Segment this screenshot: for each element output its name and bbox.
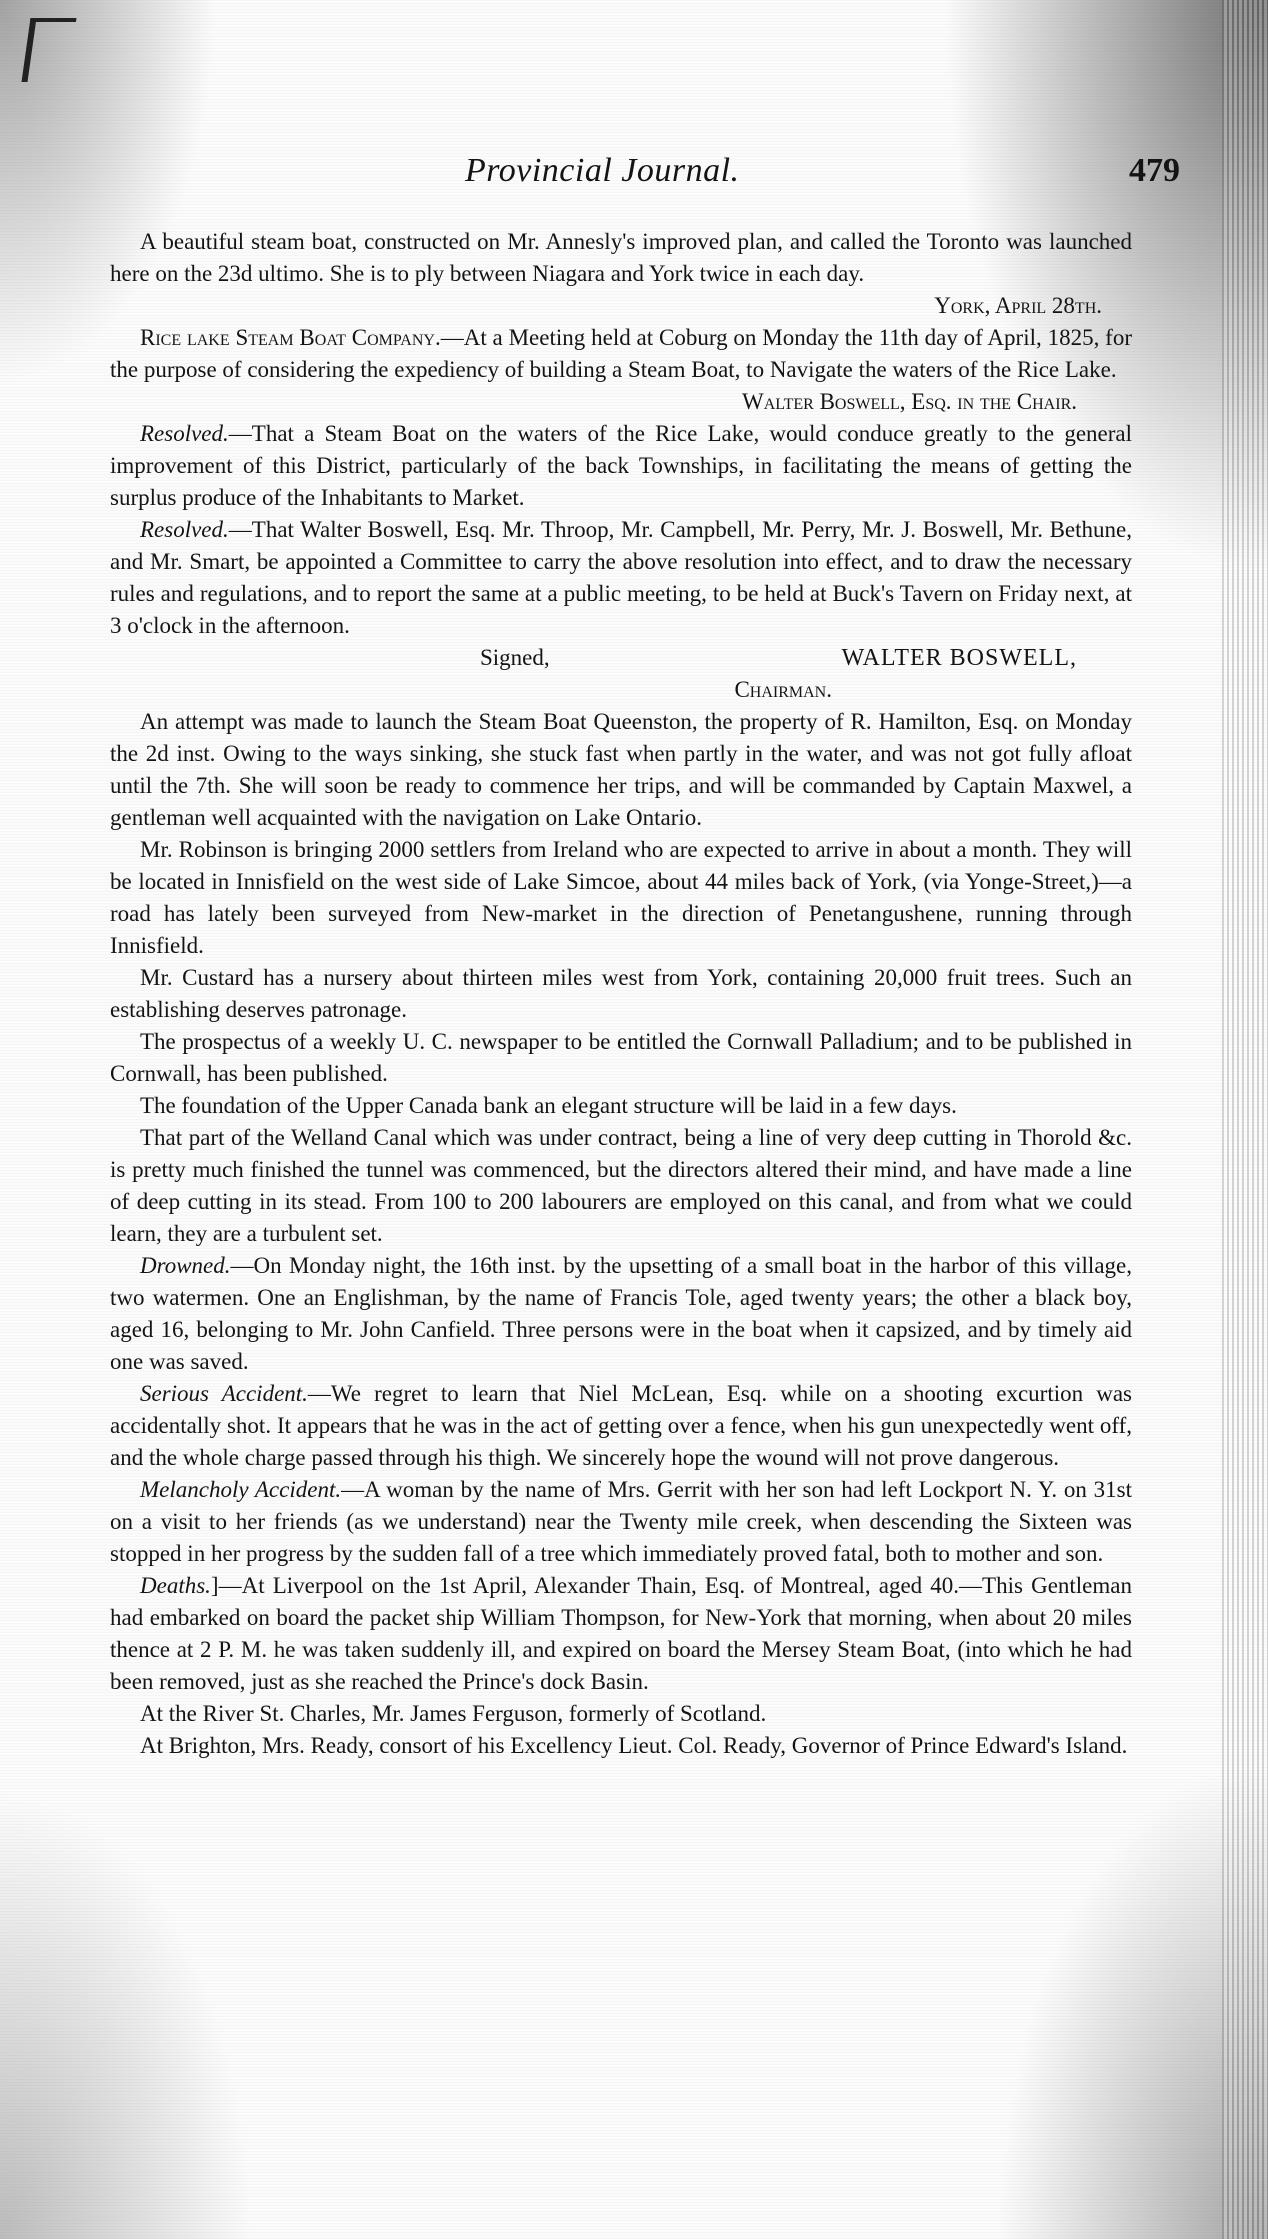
melancholy-text: —A woman by the name of Mrs. Gerrit with her son had left Lockport N. Y. on 31st on a visit to her friends (as we understand) near the Twenty mile creek, when descending the Sixteen was stopped in her progress by the sudden fall of a tree which immediately proved fatal, both to mother and son. bbox=[110, 1477, 1132, 1566]
resolution-2 bbox=[110, 514, 1132, 642]
resolution-1 bbox=[110, 418, 1132, 514]
article-melancholy-accident bbox=[110, 1474, 1132, 1570]
melancholy-label: Melancholy Accident. bbox=[140, 1477, 342, 1502]
article-deaths bbox=[110, 1570, 1132, 1698]
article-rice-lake bbox=[110, 322, 1132, 386]
rice-lake-text: —At a Meeting held at Coburg on Monday the 11th day of April, 1825, for the purpose of considering the expediency of building a Steam Boat, to Navigate the waters of the Rice Lake. bbox=[110, 325, 1132, 382]
resolved-2-text: —That Walter Boswell, Esq. Mr. Throop, Mr. Campbell, Mr. Perry, Mr. J. Boswell, Mr. Bethune, and Mr. Smart, be appointed a Committee to carry the above resolution into effect, and to draw the necessary rules and regulations, and to report the same at a public meeting, to be held at Buck's Tavern on Friday next, at 3 o'clock in the afternoon. bbox=[110, 517, 1132, 638]
chairman-title: Chairman. bbox=[734, 677, 832, 702]
resolved-1-text: —That a Steam Boat on the waters of the Rice Lake, would conduce greatly to the general improvement of this District, particularly of the back Townships, in facilitating the means of getting the surplus produce of the Inhabitants to Market. bbox=[110, 421, 1132, 510]
drowned-label: Drowned. bbox=[140, 1253, 231, 1278]
article-steamboat-toronto: A beautiful steam boat, constructed on Mr. Annesly's improved plan, and called the Toronto was launched here on the 23d ultimo. She is to ply between Niagara and York twice in each day. bbox=[110, 229, 1132, 286]
resolved-2-label: Resolved. bbox=[140, 517, 229, 542]
signature-row bbox=[110, 642, 1132, 674]
page-edge-shadow bbox=[1222, 0, 1268, 2239]
article-welland: That part of the Welland Canal which was under contract, being a line of very deep cutting in Thorold &c. is pretty much finished the tunnel was commenced, but the directors altered their mind, and have made a line of deep cutting in its stead. From 100 to 200 labourers are employed on this canal, and from what we could learn, they are a turbulent set. bbox=[110, 1125, 1132, 1246]
chair-line: Walter Boswell, Esq. in the Chair. bbox=[742, 389, 1077, 414]
serious-text: —We regret to learn that Niel McLean, Esq. while on a shooting excurtion was accidentally shot. It appears that he was in the act of getting over a fence, when his gun unexpectedly went off, and the whole charge passed through his thigh. We sincerely hope the wound will not prove dangerous. bbox=[110, 1381, 1132, 1470]
article-robinson: Mr. Robinson is bringing 2000 settlers from Ireland who are expected to arrive in about a month. They will be located in Innisfield on the west side of Lake Simcoe, about 44 miles back of York, (via Yonge-Street,)—a road has lately been surveyed from New-market in the direction of Penetangushene, running through Innisfield. bbox=[110, 837, 1132, 958]
deaths-text: ]—At Liverpool on the 1st April, Alexander Thain, Esq. of Montreal, aged 40.—This Gentleman had embarked on board the packet ship William Thompson, for New-York that morning, when about 20 miles thence at 2 P. M. he was taken suddenly ill, and expired on board the Mersey Steam Boat, (into which he had been removed, just as she reached the Prince's dock Basin. bbox=[110, 1573, 1132, 1694]
resolved-1-label: Resolved. bbox=[140, 421, 229, 446]
article-queenston: An attempt was made to launch the Steam Boat Queenston, the property of R. Hamilton, Esq. on Monday the 2d inst. Owing to the ways sinking, she stuck fast when partly in the water, and was not got fully afloat until the 7th. She will soon be ready to commence her trips, and will be commanded by Captain Maxwel, a gentleman well acquainted with the navigation on Lake Ontario. bbox=[110, 709, 1132, 830]
signed-label: Signed, bbox=[480, 645, 550, 670]
article-bank: The foundation of the Upper Canada bank an elegant structure will be laid in a few days. bbox=[140, 1093, 957, 1118]
page-number: 479 bbox=[1129, 152, 1180, 189]
page-header bbox=[110, 152, 1180, 198]
running-title: Provincial Journal. bbox=[465, 152, 740, 189]
corner-mark bbox=[22, 18, 77, 82]
signed-name: WALTER BOSWELL, bbox=[841, 645, 1077, 671]
article-body bbox=[110, 226, 1132, 1762]
article-prospectus: The prospectus of a weekly U. C. newspaper to be entitled the Cornwall Palladium; and to be published in Cornwall, has been published. bbox=[110, 1029, 1132, 1086]
rice-lake-heading: Rice lake Steam Boat Company. bbox=[140, 325, 441, 350]
article-custard: Mr. Custard has a nursery about thirteen miles west from York, containing 20,000 fruit trees. Such an establishing deserves patronage. bbox=[110, 965, 1132, 1022]
article-serious-accident bbox=[110, 1378, 1132, 1474]
death-ready: At Brighton, Mrs. Ready, consort of his Excellency Lieut. Col. Ready, Governor of Prince Edward's Island. bbox=[140, 1733, 1128, 1758]
dateline: York, April 28th. bbox=[934, 293, 1102, 318]
drowned-text: —On Monday night, the 16th inst. by the upsetting of a small boat in the harbor of this village, two watermen. One an Englishman, by the name of Francis Tole, aged twenty years; the other a black boy, aged 16, belonging to Mr. John Canfield. Three persons were in the boat when it capsized, and by timely aid one was saved. bbox=[110, 1253, 1132, 1374]
deaths-label: Deaths. bbox=[140, 1573, 211, 1598]
serious-label: Serious Accident. bbox=[140, 1381, 308, 1406]
death-ferguson: At the River St. Charles, Mr. James Ferguson, formerly of Scotland. bbox=[140, 1701, 767, 1726]
article-drowned bbox=[110, 1250, 1132, 1378]
